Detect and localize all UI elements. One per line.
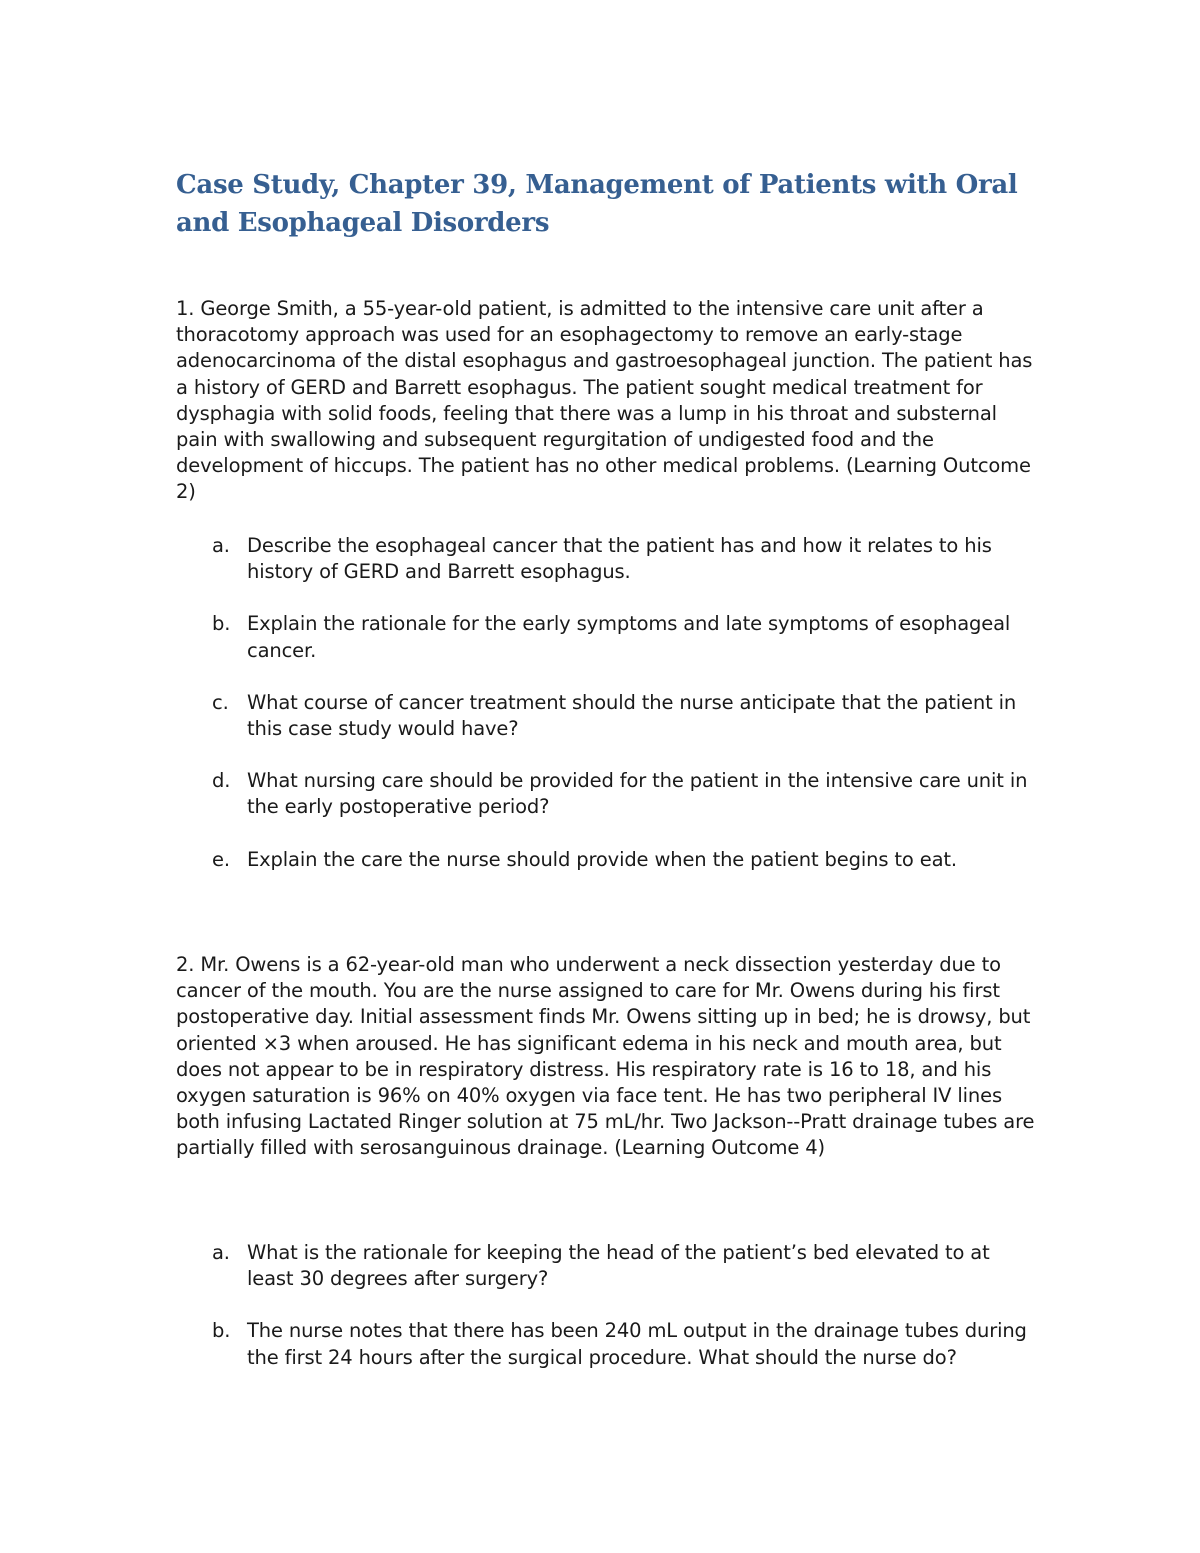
- list-item-letter: b.: [212, 612, 231, 636]
- list-item: [176, 768, 1036, 820]
- list-item: [176, 1318, 1036, 1370]
- list-item-text: What nursing care should be provided for the patient in the intensive care unit in the early postoperative period?: [247, 769, 1028, 819]
- question-2-subquestions: [176, 1240, 1036, 1397]
- question-2-text: 2. Mr. Owens is a 62-year-old man who underwent a neck dissection yesterday due to cancer of the mouth. You are the nurse assigned to care for Mr. Owens during his first postoperative day. Initial assessment finds Mr. Owens sitting up in bed; he is drowsy, but oriented ×3 when aroused. He has significant edema in his neck and mouth area, but does not appear to be in respiratory distress. His respiratory rate is 16 to 18, and his oxygen saturation is 96% on 40% oxygen via face tent. He has two peripheral IV lines both infusing Lactated Ringer solution at 75 mL/hr. Two Jackson--Pratt drainage tubes are partially filled with serosanguinous drainage. (Learning Outcome 4): [176, 953, 1035, 1160]
- list-item: [176, 1240, 1036, 1292]
- question-1-text: 1. George Smith, a 55-year-old patient, is admitted to the intensive care unit after a thoracotomy approach was used for an esophagectomy to remove an early-stage adenocarcinoma of the distal esophagus and gastroesophageal junction. The patient has a history of GERD and Barrett esophagus. The patient sought medical treatment for dysphagia with solid foods, feeling that there was a lump in his throat and substernal pain with swallowing and subsequent regurgitation of undigested food and the development of hiccups. The patient has no other medical problems. (Learning Outcome 2): [176, 297, 1033, 504]
- question-1-subquestions: [176, 533, 1036, 899]
- document-title: Case Study, Chapter 39, Management of Patients with Oral and Esophageal Disorders: [176, 170, 1018, 238]
- list-item: [176, 690, 1036, 742]
- list-item-letter: e.: [212, 847, 230, 871]
- list-item-letter: a.: [212, 1241, 230, 1264]
- list-item-letter: a.: [212, 534, 230, 557]
- list-item-text: What course of cancer treatment should the nurse anticipate that the patient in this case study would have?: [247, 690, 1017, 741]
- list-item: [176, 533, 1036, 585]
- list-item-text: What is the rationale for keeping the head of the patient’s bed elevated to at least 30 degrees after surgery?: [247, 1241, 990, 1291]
- list-item-text: Explain the rationale for the early symptoms and late symptoms of esophageal cancer.: [247, 612, 1011, 662]
- list-item-text: Describe the esophageal cancer that the patient has and how it relates to his history of GERD and Barrett esophagus.: [247, 534, 992, 584]
- list-item-letter: b.: [212, 1319, 231, 1343]
- list-item: [176, 847, 1036, 873]
- list-item-text: Explain the care the nurse should provide when the patient begins to eat.: [247, 847, 957, 871]
- list-item-letter: c.: [212, 690, 229, 714]
- list-item-text: The nurse notes that there has been 240 mL output in the drainage tubes during the first 24 hours after the surgical procedure. What should the nurse do?: [247, 1319, 1027, 1369]
- list-item: [176, 611, 1036, 663]
- list-item-letter: d.: [212, 769, 231, 793]
